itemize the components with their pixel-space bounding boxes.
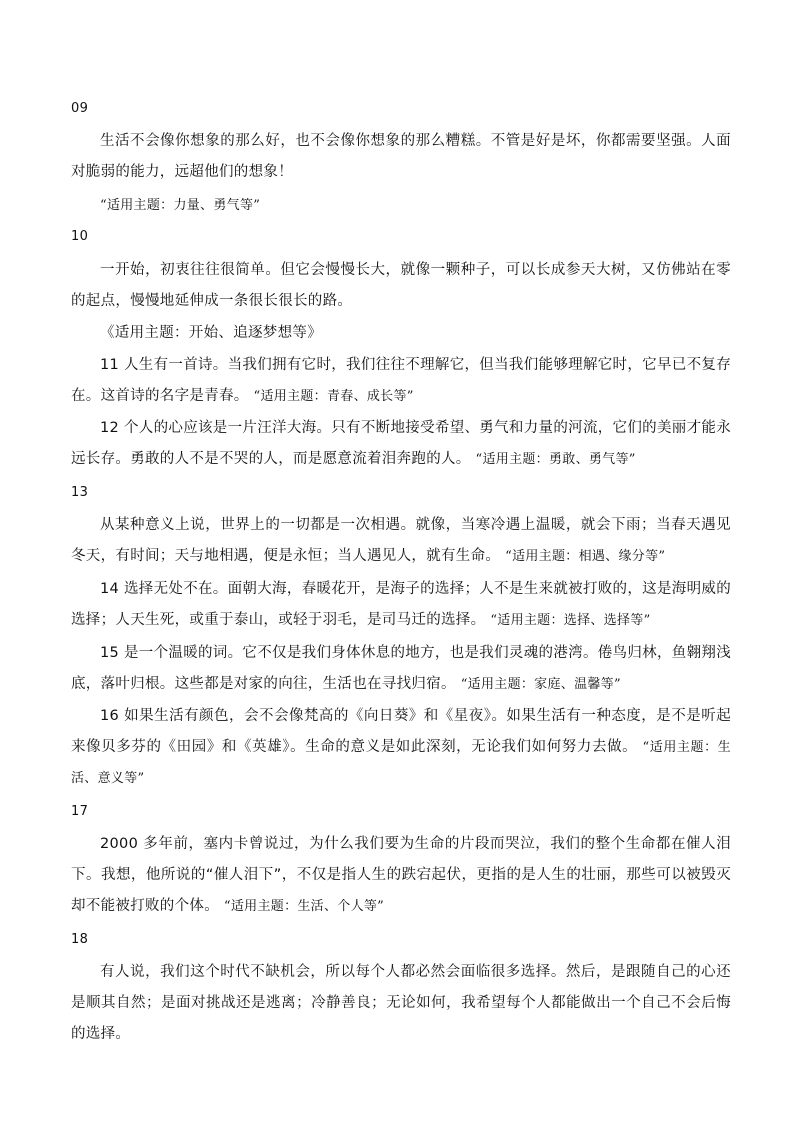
section-number-17: 17 bbox=[71, 804, 89, 819]
theme-note-13: “适用主题：相遇、缘分等” bbox=[505, 549, 666, 564]
theme-note-15: “适用主题：家庭、温馨等” bbox=[460, 677, 621, 692]
paragraph-16-text: 16 如果生活有颜色，会不会像梵高的《向日葵》和《星夜》。如果生活有一种态度，是不是听起来像贝多芬的《田园》和《英雄》。生命的意义是如此深刻，无论我们如何努力去做。 bbox=[71, 708, 731, 755]
theme-note-14: “适用主题：选择、选择等” bbox=[490, 613, 651, 628]
theme-note-11: “适用主题：青春、成长等” bbox=[253, 389, 414, 404]
paragraph-13 bbox=[71, 510, 731, 572]
section-number-10: 10 bbox=[71, 229, 89, 244]
paragraph-17 bbox=[71, 829, 731, 922]
theme-note-09: “适用主题：力量、勇气等” bbox=[100, 198, 261, 213]
section-number-09: 09 bbox=[71, 101, 89, 116]
paragraph-10: 一开始，初衷往往很简单。但它会慢慢长大，就像一颗种子，可以长成参天大树，又仿佛站在零的起点，慢慢地延伸成一条很长很长的路。 bbox=[71, 262, 731, 309]
paragraph-12-text: 12 个人的心应该是一片汪洋大海。只有不断地接受希望、勇气和力量的河流，它们的美丽才能永远长存。勇敢的人不是不哭的人，而是愿意流着泪奔跑的人。 bbox=[71, 420, 731, 467]
paragraph-15 bbox=[71, 638, 731, 700]
paragraph-09: 生活不会像你想象的那么好，也不会像你想象的那么糟糕。不管是好是坏，你都需要坚强。人面对脆弱的能力，远超他们的想象！ bbox=[71, 133, 731, 180]
section-number-18: 18 bbox=[71, 932, 89, 947]
paragraph-11-text: 11 人生有一首诗。当我们拥有它时，我们往往不理解它，但当我们能够理解它时，它早已不复存在。这首诗的名字是青春。 bbox=[71, 357, 731, 404]
paragraph-13-text: 从某种意义上说，世界上的一切都是一次相遇。就像，当寒冷遇上温暖，就会下雨；当春天遇见冬天，有时间；天与地相遇，便是永恒；当人遇见人，就有生命。 bbox=[71, 517, 731, 564]
theme-note-12: “适用主题：勇敢、勇气等” bbox=[475, 452, 636, 467]
theme-note-10: 《适用主题：开始、追逐梦想等》 bbox=[100, 325, 322, 341]
section-number-13: 13 bbox=[71, 485, 89, 500]
paragraph-12 bbox=[71, 413, 731, 475]
paragraph-11 bbox=[71, 350, 731, 412]
paragraph-15-text: 15 是一个温暖的词。它不仅是我们身体休息的地方，也是我们灵魂的港湾。倦鸟归林，鱼翱翔浅底，落叶归根。这些都是对家的向往，生活也在寻找归宿。 bbox=[71, 645, 731, 692]
theme-note-17: “适用主题：生活、个人等” bbox=[223, 899, 385, 914]
paragraph-18: 有人说，我们这个时代不缺机会，所以每个人都必然会面临很多选择。然后，是跟随自己的心还是顺其自然；是面对挑战还是逃离；冷静善良；无论如何，我希望每个人都能做出一个自己不会后悔的选择。 bbox=[71, 964, 731, 1042]
paragraph-14 bbox=[71, 574, 731, 636]
theme-note-16: “适用主题：生活、意义等” bbox=[71, 740, 731, 786]
paragraph-17-text: 2000 多年前，塞内卡曾说过，为什么我们要为生命的片段而哭泣，我们的整个生命都在催人泪下。我想，他所说的“催人泪下”，不仅是指人生的跌宕起伏，更指的是人生的壮丽，那些可以被毁灭却不能被打败的个体。 bbox=[71, 836, 731, 914]
paragraph-16 bbox=[71, 701, 731, 794]
paragraph-14-text: 14 选择无处不在。面朝大海，春暖花开，是海子的选择；人不是生来就被打败的，这是海明威的选择；人天生死，或重于泰山，或轻于羽毛，是司马迁的选择。 bbox=[71, 581, 731, 628]
